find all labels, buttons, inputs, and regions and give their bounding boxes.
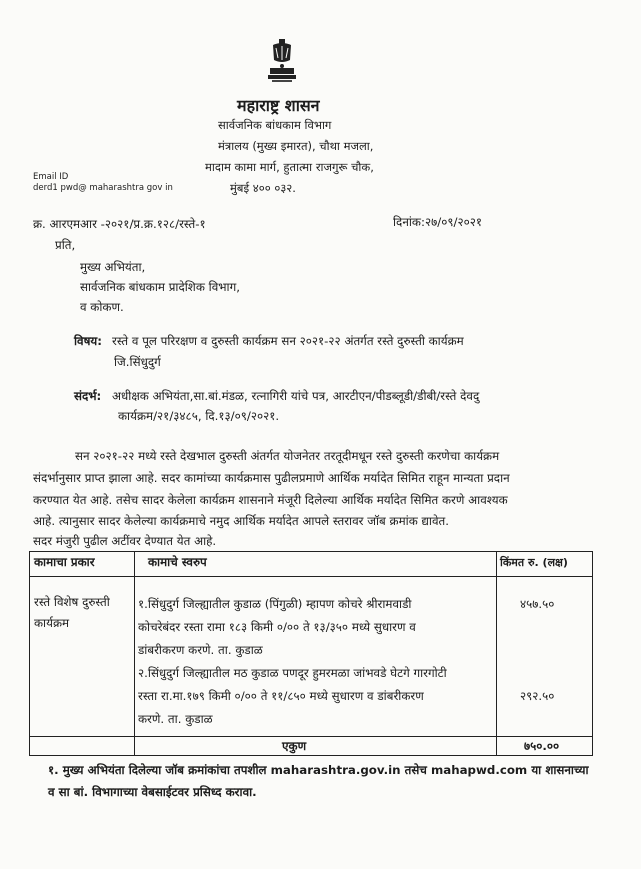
reference-line-2: कार्यक्रम/२१/३४८५, दि.१३/०९/२०२१. <box>118 409 280 423</box>
letter-date: दिनांक:२७/०९/२०२१ <box>393 215 482 229</box>
state-emblem-icon <box>264 38 300 84</box>
subject-label: विषय: <box>74 334 102 348</box>
department-name: सार्वजनिक बांधकाम विभाग <box>218 118 332 132</box>
government-title: महाराष्ट्र शासन <box>237 96 320 115</box>
address-line-1: मंत्रालय (मुख्य इमारत), चौथा मजला, <box>218 139 374 153</box>
table-total-label: एकुण <box>282 739 307 753</box>
condition-line: १. मुख्य अभियंता दिलेल्या जॉब क्रमांकांचा तपशील maharashtra.gov.in तसेच mahapwd.com या शासनाच्या <box>48 763 589 777</box>
table-header-amount: किंमत रु. (लक्ष) <box>500 556 568 569</box>
body-paragraph-line: आहे. त्यानुसार सादर केलेल्या कार्यक्रमाचे नमुद आर्थिक मर्यादेत आपले स्तरावर जॉब क्रमांक द्यावेत. <box>33 514 450 528</box>
table-header-work-description: कामाचे स्वरुप <box>148 555 207 569</box>
table-total-divider <box>30 736 592 737</box>
email-value: derd1 pwd@ maharashtra gov in <box>33 183 173 193</box>
table-header-divider <box>30 576 592 577</box>
table-header-work-type: कामाचा प्रकार <box>34 555 95 569</box>
recipient-line-2: सार्वजनिक बांधकाम प्रादेशिक विभाग, <box>80 280 240 294</box>
reference-line-1: अधीक्षक अभियंता,सा.बां.मंडळ, रत्नागिरी यांचे पत्र, आरटीएन/पीडब्लूडी/डीबी/रस्ते देवदु <box>112 389 480 403</box>
table-total-amount: ७५०.०० <box>524 739 560 753</box>
address-line-2: मादाम कामा मार्ग, हुतात्मा राजगुरू चौक, <box>205 160 374 174</box>
table-row-2-line: २.सिंधुदुर्ग जिल्ह्यातील मठ कुडाळ पणदूर हुमरमळा जांभवडे घेटगे गारगोटी <box>138 666 447 680</box>
subject-line-1: रस्ते व पूल परिरक्षण व दुरुस्ती कार्यक्रम सन २०२१-२२ अंतर्गत रस्ते दुरुस्ती कार्यक्रम <box>112 334 464 348</box>
table-row-2-line: रस्ता रा.मा.१७९ किमी ०/०० ते ११/८५० मध्ये सुधारण व डांबरीकरण <box>138 689 424 703</box>
condition-line: व सा बां. विभागाच्या वेबसाईटवर प्रसिध्द करावा. <box>48 785 257 799</box>
body-paragraph-line: सन २०२१-२२ मध्ये रस्ते देखभाल दुरुस्ती अंतर्गत योजनेतर तरतूदीमधून रस्ते दुरुस्ती करणेचा कार्यक्रम <box>75 449 500 463</box>
letter-reference-number: क्र. आरएमआर -२०२१/प्र.क्र.१२८/रस्ते-१ <box>33 217 206 231</box>
recipient-prati: प्रति, <box>55 238 76 252</box>
table-row-2-amount: २९२.५० <box>520 689 555 703</box>
recipient-line-3: व कोकण. <box>80 300 124 314</box>
table-row-1-line: १.सिंधुदुर्ग जिल्ह्यातील कुडाळ (पिंगुळी) म्हापण कोचरे श्रीरामवाडी <box>138 597 412 611</box>
email-label: Email ID <box>33 172 69 182</box>
table-work-type-line: रस्ते विशेष दुरुस्ती <box>34 595 110 609</box>
subject-line-2: जि.सिंधुदुर्ग <box>114 355 161 369</box>
body-paragraph-line: करण्यात येत आहे. तसेच सादर केलेला कार्यक्रम शासनाने मंजूरी दिलेल्या आर्थिक मर्यादेत सिमित करणे आवश्यक <box>33 493 508 507</box>
table-column-divider <box>496 552 497 755</box>
address-line-3: मुंबई ४०० ०३२. <box>230 181 296 195</box>
table-column-divider <box>134 552 135 755</box>
body-paragraph-line: सदर मंजुरी पुढील अटींवर देण्यात येत आहे. <box>33 534 217 548</box>
works-table <box>29 551 593 756</box>
body-paragraph-line: संदर्भानुसार प्राप्त झाला आहे. सदर कामांच्या कार्यक्रमास पुढीलप्रमाणे आर्थिक मर्यादेत सिमित राहून मान्यता प्रदान <box>33 471 510 485</box>
table-work-type-line: कार्यक्रम <box>34 616 70 630</box>
table-row-2-line: करणे. ता. कुडाळ <box>138 712 213 726</box>
table-row-1-line: डांबरीकरण करणे. ता. कुडाळ <box>138 643 263 657</box>
reference-label: संदर्भ: <box>74 389 102 403</box>
table-row-1-line: कोचरेबंदर रस्ता रामा १८३ किमी ०/०० ते १३/३५० मध्ये सुधारण व <box>138 620 416 634</box>
recipient-line-1: मुख्य अभियंता, <box>80 260 146 274</box>
table-row-1-amount: ४५७.५० <box>520 597 555 611</box>
